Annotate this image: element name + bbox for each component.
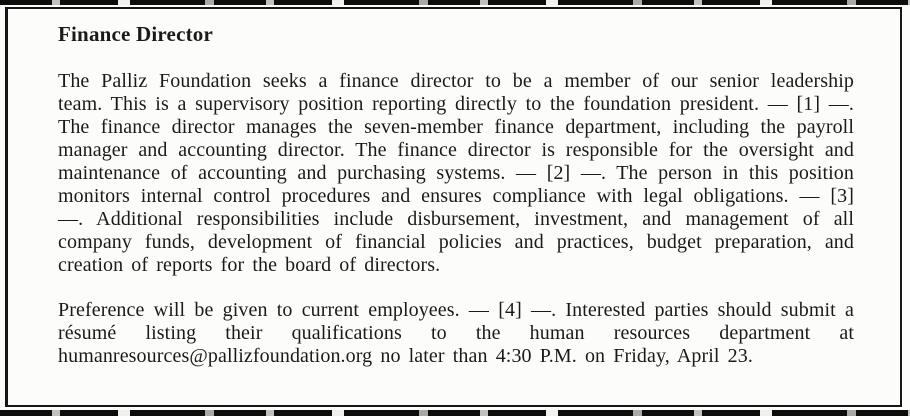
document-frame bbox=[5, 7, 902, 407]
job-description-paragraph: The Palliz Foundation seeks a finance director to be a member of our senior leadership team. This is a supervisory position reporting directly to the foundation president. — [1] —. The finance director manages the seven-member finance department, including the payroll manager and accounting director. The finance director is responsible for the oversight and maintenance of accounting and purchasing systems. — [2] —. The person in this position monitors internal control procedures and ensures compliance with legal obligations. — [3] —. Additional responsibilities include disbursement, investment, and management of all company funds, development of financial policies and practices, budget preparation, and creation of reports for the board of directors. bbox=[58, 70, 854, 276]
job-title: Finance Director bbox=[58, 22, 214, 46]
application-instructions-paragraph: Preference will be given to current employees. — [4] —. Interested parties should submit a résumé listing their qualifications to the human resources department at humanresources@pallizfoundation.org no later than 4:30 P.M. on Friday, April 23. bbox=[58, 299, 854, 367]
scan-artifact-bottom bbox=[0, 410, 910, 416]
scan-artifact-top bbox=[0, 0, 910, 5]
